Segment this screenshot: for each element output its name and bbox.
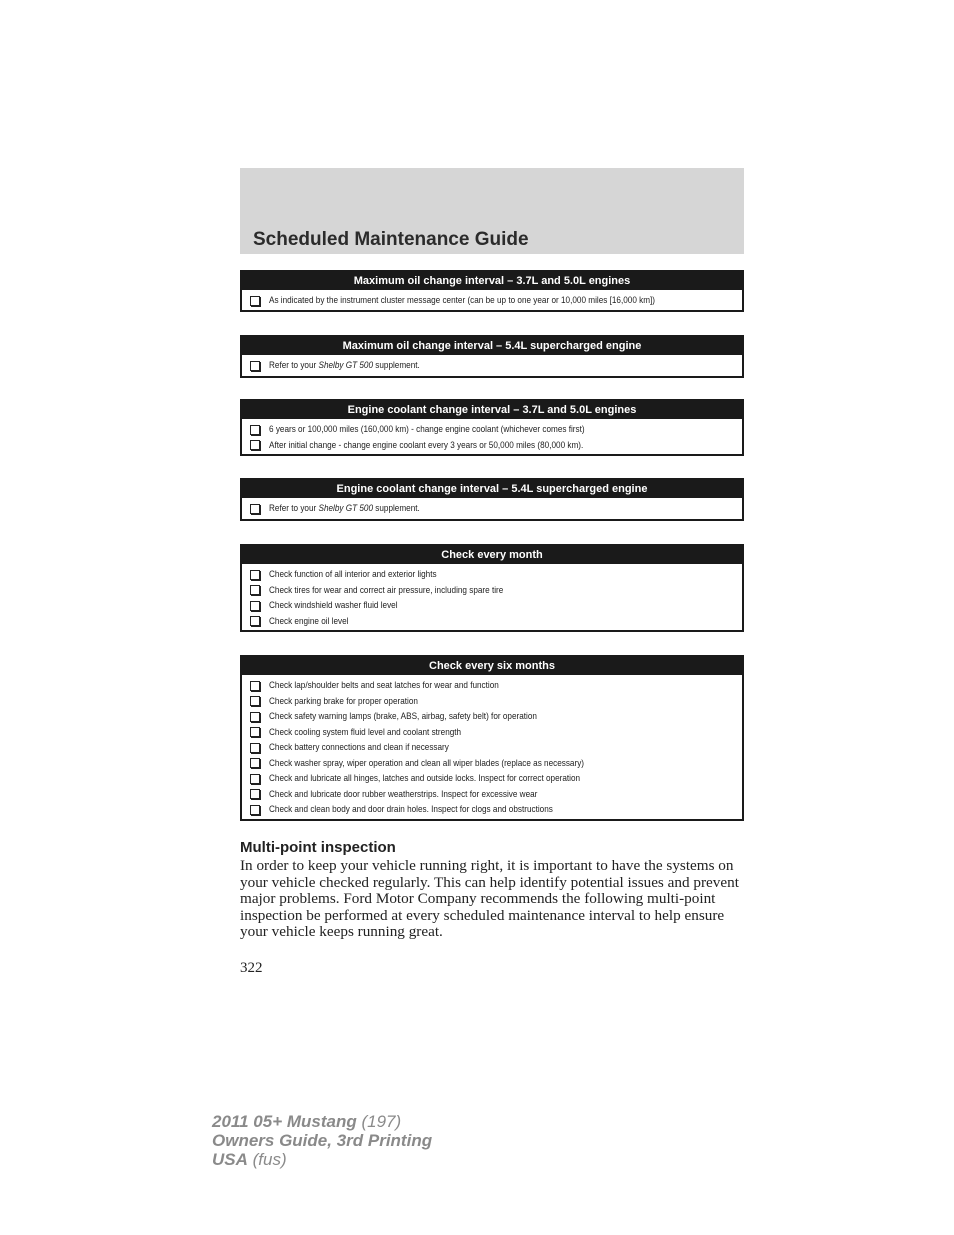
checklist-item: Refer to your Shelby GT 500 supplement. bbox=[250, 358, 742, 374]
page-title: Scheduled Maintenance Guide bbox=[253, 229, 529, 250]
section-title: Maximum oil change interval – 5.4L supercharged engine bbox=[242, 337, 742, 355]
checkbox-icon[interactable] bbox=[250, 743, 260, 753]
section-title: Check every six months bbox=[242, 657, 742, 675]
section-oil-interval-37-50 bbox=[240, 270, 744, 312]
section-check-every-six-months bbox=[240, 655, 744, 821]
checkbox-icon[interactable] bbox=[250, 585, 260, 595]
checkbox-icon[interactable] bbox=[250, 758, 260, 768]
footer-imprint bbox=[212, 1112, 432, 1169]
inspection-heading: Multi-point inspection bbox=[240, 839, 396, 856]
checkbox-icon[interactable] bbox=[250, 440, 260, 450]
inspection-body: In order to keep your vehicle running right, it is important to have the systems on your vehicle checked regularly. This can help identify potential issues and prevent major problems. Ford Motor Company recommends the following multi-point inspection be performed at every scheduled maintenance interval to help ensure your vehicle keeps running great. bbox=[240, 857, 739, 940]
checklist-item: Check parking brake for proper operation bbox=[250, 694, 742, 710]
checklist-item: Check and clean body and door drain holes. Inspect for clogs and obstructions bbox=[250, 802, 742, 818]
section-check-every-month bbox=[240, 544, 744, 632]
checkbox-icon[interactable] bbox=[250, 712, 260, 722]
checklist-item: As indicated by the instrument cluster message center (can be up to one year or 10,000 miles [16,000 km]) bbox=[250, 293, 742, 309]
checkbox-icon[interactable] bbox=[250, 296, 260, 306]
section-title: Engine coolant change interval – 3.7L and 5.0L engines bbox=[242, 401, 742, 419]
checkbox-icon[interactable] bbox=[250, 616, 260, 626]
checkbox-icon[interactable] bbox=[250, 570, 260, 580]
checkbox-icon[interactable] bbox=[250, 696, 260, 706]
section-title: Check every month bbox=[242, 546, 742, 564]
checklist-item: Refer to your Shelby GT 500 supplement. bbox=[250, 501, 742, 517]
section-title: Engine coolant change interval – 5.4L supercharged engine bbox=[242, 480, 742, 498]
checklist-item: Check battery connections and clean if necessary bbox=[250, 740, 742, 756]
checklist-item: Check tires for wear and correct air pressure, including spare tire bbox=[250, 583, 742, 599]
checklist-item: Check function of all interior and exterior lights bbox=[250, 567, 742, 583]
checkbox-icon[interactable] bbox=[250, 361, 260, 371]
checkbox-icon[interactable] bbox=[250, 727, 260, 737]
checklist-item: 6 years or 100,000 miles (160,000 km) - change engine coolant (whichever comes first) bbox=[250, 422, 742, 438]
page-number: 322 bbox=[240, 960, 263, 976]
checklist-item: Check lap/shoulder belts and seat latches for wear and function bbox=[250, 678, 742, 694]
section-title: Maximum oil change interval – 3.7L and 5.0L engines bbox=[242, 272, 742, 290]
checklist-item: After initial change - change engine coolant every 3 years or 50,000 miles (80,000 km). bbox=[250, 438, 742, 454]
checklist-item: Check safety warning lamps (brake, ABS, airbag, safety belt) for operation bbox=[250, 709, 742, 725]
checkbox-icon[interactable] bbox=[250, 789, 260, 799]
footer-line-2: Owners Guide, 3rd Printing bbox=[212, 1131, 433, 1150]
checkbox-icon[interactable] bbox=[250, 425, 260, 435]
checklist-item: Check engine oil level bbox=[250, 614, 742, 630]
checklist-item: Check and lubricate door rubber weatherstrips. Inspect for excessive wear bbox=[250, 787, 742, 803]
checkbox-icon[interactable] bbox=[250, 681, 260, 691]
checkbox-icon[interactable] bbox=[250, 774, 260, 784]
checkbox-icon[interactable] bbox=[250, 601, 260, 611]
footer-line-1: 2011 05+ Mustang (197) bbox=[212, 1112, 402, 1131]
header-band bbox=[240, 168, 744, 254]
checklist-item: Check cooling system fluid level and coolant strength bbox=[250, 725, 742, 741]
checkbox-icon[interactable] bbox=[250, 504, 260, 514]
footer-line-3: USA (fus) bbox=[212, 1150, 287, 1169]
section-coolant-interval-37-50 bbox=[240, 399, 744, 456]
section-oil-interval-54 bbox=[240, 335, 744, 378]
checkbox-icon[interactable] bbox=[250, 805, 260, 815]
checklist-item: Check washer spray, wiper operation and clean all wiper blades (replace as necessary) bbox=[250, 756, 742, 772]
checklist-item: Check and lubricate all hinges, latches and outside locks. Inspect for correct operation bbox=[250, 771, 742, 787]
section-coolant-interval-54 bbox=[240, 478, 744, 521]
checklist-item: Check windshield washer fluid level bbox=[250, 598, 742, 614]
